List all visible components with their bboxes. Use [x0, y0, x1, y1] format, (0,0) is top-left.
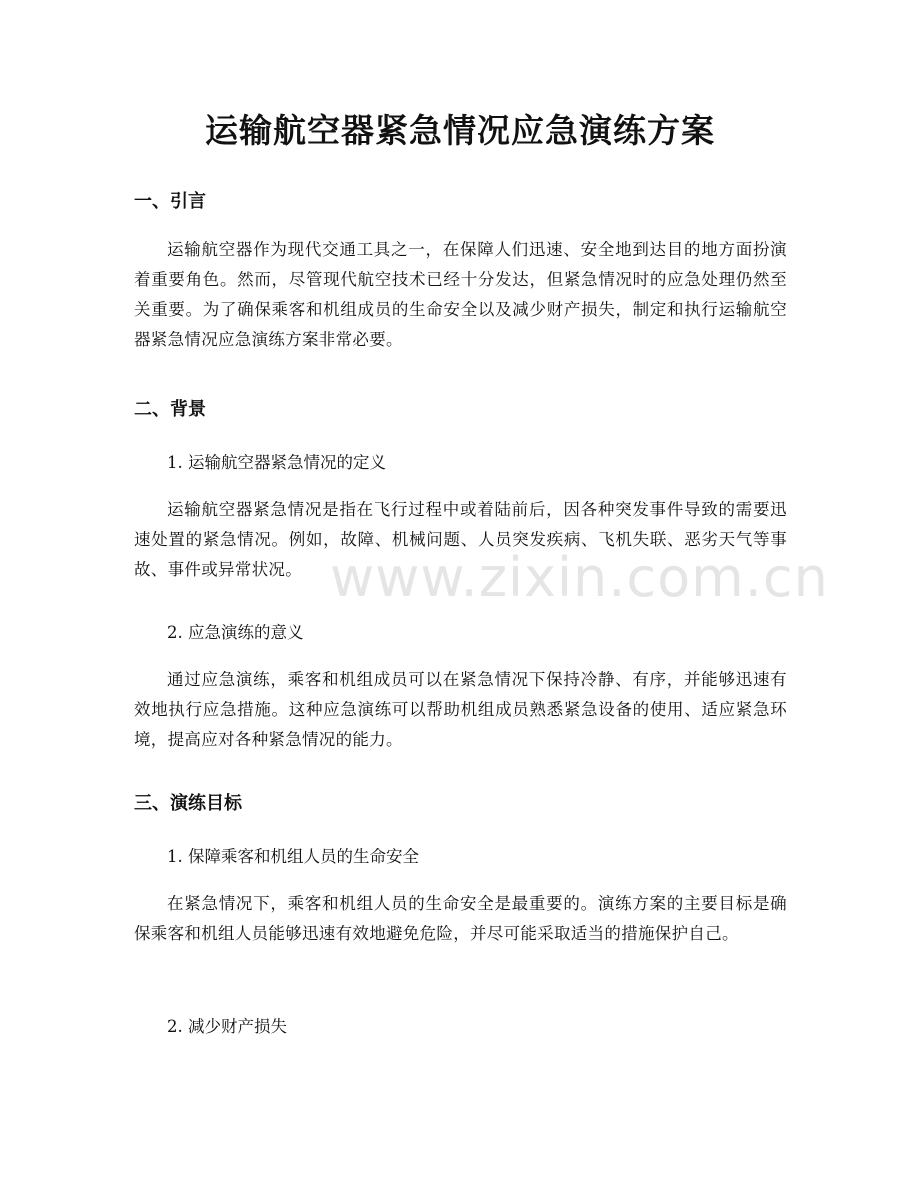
introduction-paragraph: 运输航空器作为现代交通工具之一，在保障人们迅速、安全地到达目的地方面扮演着重要角色。然而，尽管现代航空技术已经十分发达，但紧急情况时的应急处理仍然至关重要。为了确保乘客和机组成员的生命安全以及减少财产损失，制定和执行运输航空器紧急情况应急演练方案非常必要。 — [134, 240, 787, 349]
subheading-safety: 1. 保障乘客和机组人员的生命安全 — [167, 847, 419, 866]
subheading-definition: 1. 运输航空器紧急情况的定义 — [167, 453, 386, 472]
watermark: www.zixin.com.cn — [330, 546, 829, 609]
section-heading-background: 二、背景 — [134, 399, 206, 420]
significance-paragraph: 通过应急演练，乘客和机组成员可以在紧急情况下保持冷静、有序，并能够迅速有效地执行应急措施。这种应急演练可以帮助机组成员熟悉紧急设备的使用、适应紧急环境，提高应对各种紧急情况的能力。 — [134, 670, 787, 749]
document-title: 运输航空器紧急情况应急演练方案 — [205, 111, 715, 150]
section-heading-introduction: 一、引言 — [134, 191, 206, 212]
definition-paragraph: 运输航空器紧急情况是指在飞行过程中或着陆前后，因各种突发事件导致的需要迅速处置的紧急情况。例如，故障、机械问题、人员突发疾病、飞机失联、恶劣天气等事故、事件或异常状况。 — [134, 500, 787, 579]
safety-paragraph: 在紧急情况下，乘客和机组人员的生命安全是最重要的。演练方案的主要目标是确保乘客和机组人员能够迅速有效地避免危险，并尽可能采取适当的措施保护自己。 — [134, 894, 787, 943]
section-heading-goals: 三、演练目标 — [134, 793, 242, 814]
subheading-significance: 2. 应急演练的意义 — [167, 623, 304, 642]
subheading-property-loss: 2. 减少财产损失 — [167, 1017, 287, 1036]
